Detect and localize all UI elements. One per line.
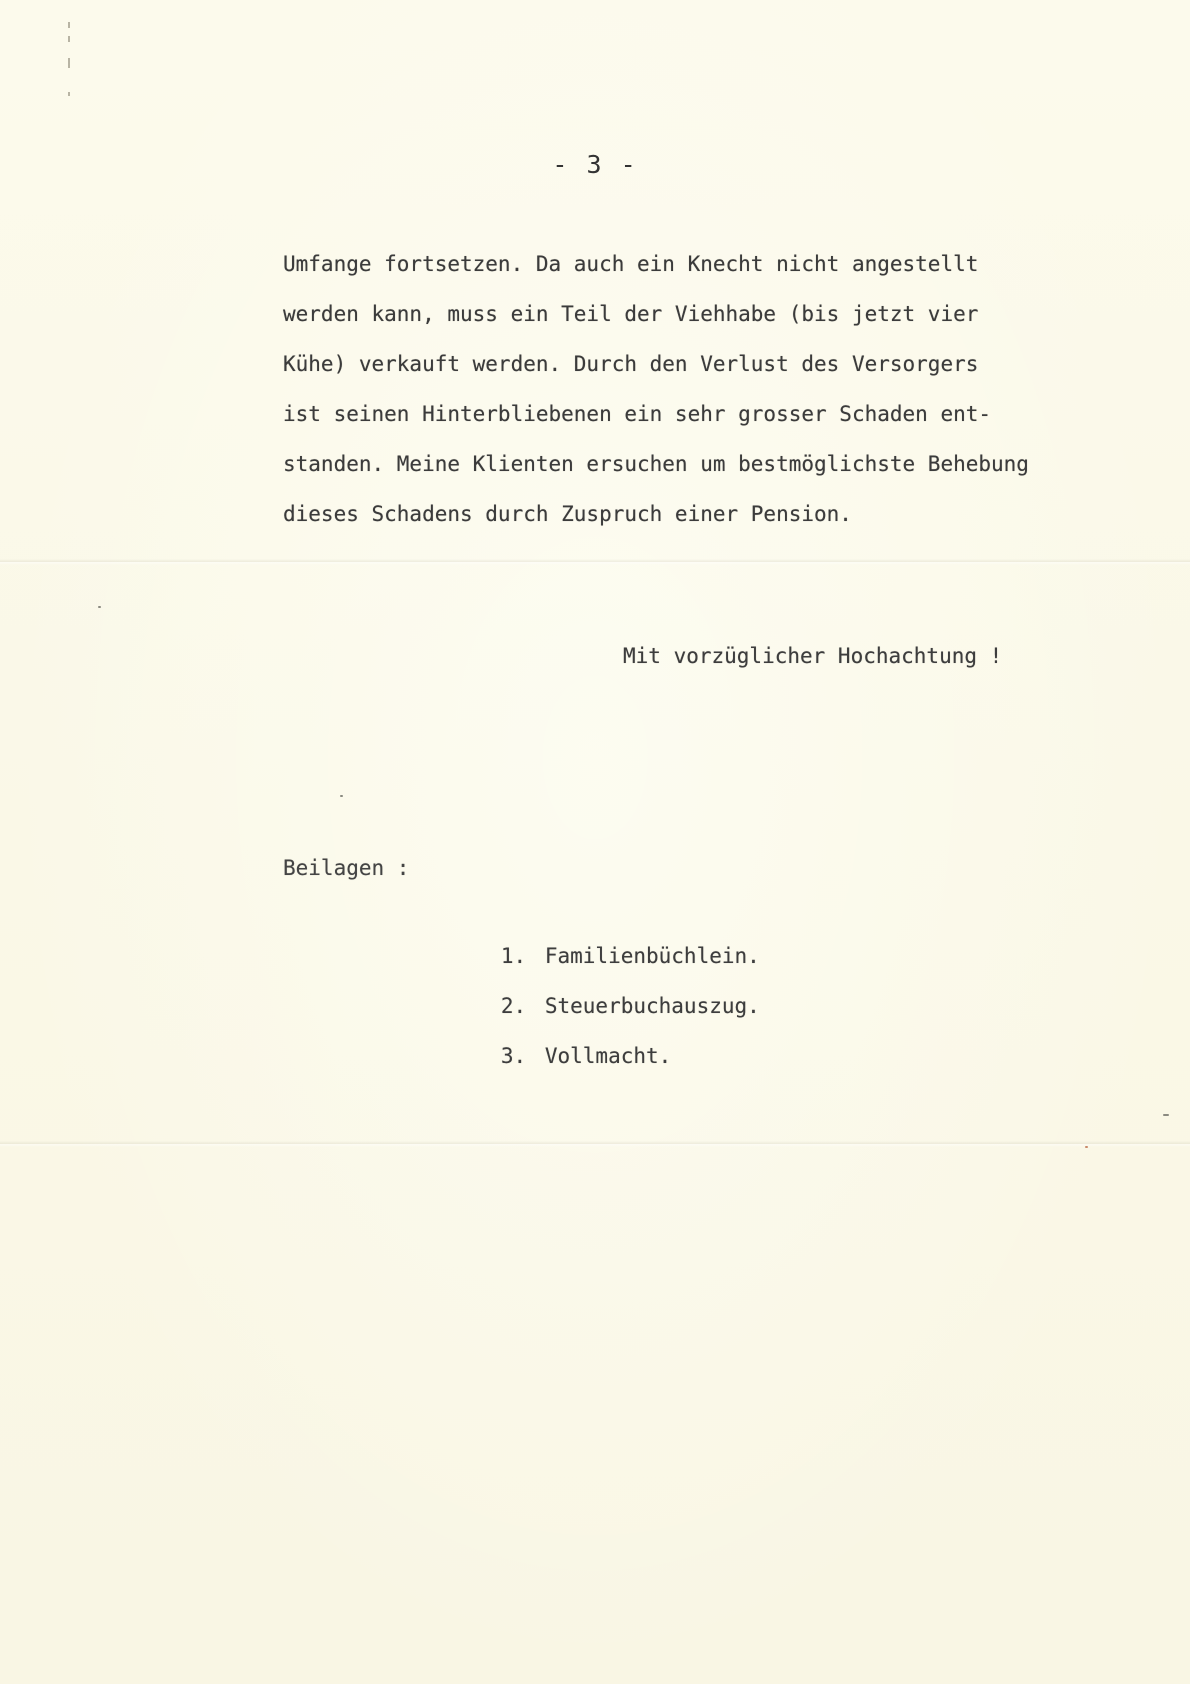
enclosure-number: 3. xyxy=(500,1044,527,1068)
body-line: werden kann, muss ein Teil der Viehhabe (bis jetzt vier xyxy=(283,302,979,326)
enclosure-label: Steuerbuchauszug. xyxy=(544,994,760,1018)
body-line: dieses Schadens durch Zuspruch einer Pension. xyxy=(283,502,852,526)
paper-speck xyxy=(98,606,101,608)
enclosure-label: Vollmacht. xyxy=(544,1044,672,1068)
body-line: ist seinen Hinterbliebenen ein sehr grosser Schaden ent- xyxy=(283,402,992,426)
enclosures-list xyxy=(425,902,760,1068)
body-line: standen. Meine Klienten ersuchen um bestmöglichste Behebung xyxy=(283,452,1029,476)
enclosure-label: Familienbüchlein. xyxy=(544,944,760,968)
page-number: - 3 - xyxy=(552,150,638,179)
enclosure-number: 2. xyxy=(500,994,527,1018)
body-line: Kühe) verkauft werden. Durch den Verlust des Versorgers xyxy=(283,352,979,376)
body-line: Umfange fortsetzen. Da auch ein Knecht nicht angestellt xyxy=(283,252,979,276)
paper-speck xyxy=(340,795,343,797)
paper-speck xyxy=(1163,1114,1169,1116)
paper-fold-line xyxy=(0,1141,1190,1147)
paper-speck xyxy=(1085,1146,1088,1148)
closing-salutation: Mit vorzüglicher Hochachtung ! xyxy=(623,644,1003,668)
margin-marks xyxy=(68,22,76,102)
enclosure-number: 1. xyxy=(500,944,527,968)
letter-body xyxy=(283,246,1143,546)
paper-fold-line xyxy=(0,559,1190,565)
enclosures-heading: Beilagen : xyxy=(283,856,410,880)
list-item xyxy=(425,902,760,968)
